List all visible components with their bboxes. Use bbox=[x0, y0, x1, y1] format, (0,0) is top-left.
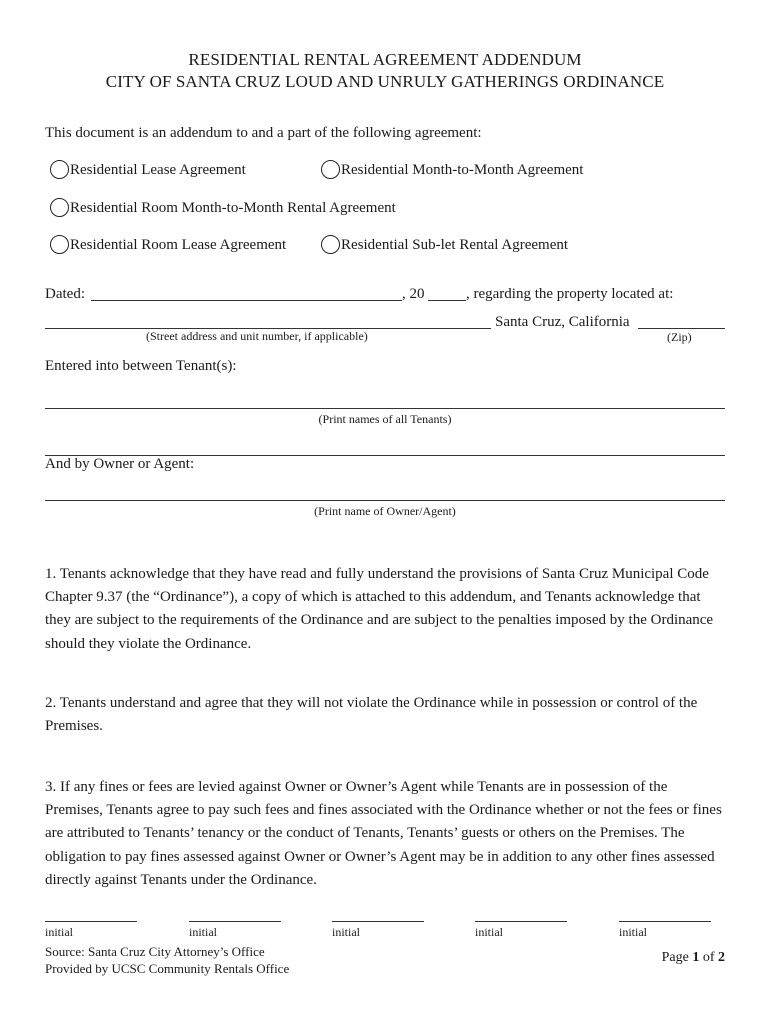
owner-caption: (Print name of Owner/Agent) bbox=[314, 504, 456, 518]
option-label: Residential Sub-let Rental Agreement bbox=[341, 237, 569, 253]
document-title-line2: CITY OF SANTA CRUZ LOUD AND UNRULY GATHERINGS ORDINANCE bbox=[105, 72, 665, 91]
page-current: 1 bbox=[692, 950, 700, 965]
initial-line[interactable] bbox=[619, 921, 711, 922]
paragraph-3: 3. If any fines or fees are levied against Owner or Owner’s Agent while Tenants are in possession of the Premises, Tenants agree to pay such fees and fines associated with the Ordinance whether or not the fees or fines are attributed to Tenants’ tenancy or the conduct of Tenants, Tenants’ guests or others on the Premises. The obligation to pay fines assessed against Owner or Owner’s Agent may be in addition to any other fines assessed directly against Tenants under the Ordinance. bbox=[45, 779, 722, 888]
footer-source: Source: Santa Cruz City Attorney’s Office bbox=[45, 944, 265, 959]
radio-button[interactable] bbox=[50, 235, 69, 254]
year-prefix: , 20 bbox=[402, 286, 425, 302]
option-label: Residential Month-to-Month Agreement bbox=[341, 162, 584, 178]
initial-field[interactable] bbox=[189, 918, 281, 940]
regarding-text: , regarding the property located at: bbox=[466, 286, 674, 302]
initial-label: initial bbox=[619, 925, 647, 939]
option-label: Residential Room Lease Agreement bbox=[70, 237, 287, 253]
owner-label: And by Owner or Agent: bbox=[45, 456, 195, 472]
option-residential-lease[interactable] bbox=[50, 160, 246, 179]
initial-label: initial bbox=[332, 925, 360, 939]
option-room-lease[interactable] bbox=[50, 235, 286, 254]
footer-provided: Provided by UCSC Community Rentals Office bbox=[45, 961, 290, 976]
option-residential-month-to-month[interactable] bbox=[321, 160, 583, 179]
city-text: Santa Cruz, California bbox=[495, 314, 630, 330]
initial-label: initial bbox=[189, 925, 217, 939]
street-caption: (Street address and unit number, if applicable) bbox=[146, 329, 368, 343]
tenants-caption: (Print names of all Tenants) bbox=[318, 412, 452, 426]
dated-label: Dated: bbox=[45, 286, 85, 302]
page-prefix: Page bbox=[661, 950, 693, 965]
radio-button[interactable] bbox=[321, 235, 340, 254]
page-number bbox=[662, 950, 725, 966]
page-total: 2 bbox=[718, 950, 725, 965]
option-room-month-to-month[interactable] bbox=[50, 198, 396, 217]
initial-field[interactable] bbox=[619, 918, 711, 940]
owner-name-line[interactable] bbox=[45, 500, 725, 501]
option-label: Residential Room Month-to-Month Rental Agreement bbox=[70, 200, 396, 216]
initial-field[interactable] bbox=[332, 918, 424, 940]
initial-line[interactable] bbox=[332, 921, 424, 922]
year-field-line[interactable] bbox=[428, 300, 466, 301]
zip-field-line[interactable] bbox=[638, 328, 725, 329]
page-of: of bbox=[699, 950, 718, 965]
document-title-line1: RESIDENTIAL RENTAL AGREEMENT ADDENDUM bbox=[188, 50, 582, 69]
initial-field[interactable] bbox=[45, 918, 137, 940]
initial-line[interactable] bbox=[475, 921, 567, 922]
radio-button[interactable] bbox=[50, 198, 69, 217]
initial-line[interactable] bbox=[189, 921, 281, 922]
paragraph-2: 2. Tenants understand and agree that they will not violate the Ordinance while in possession or control of the Premises. bbox=[45, 695, 698, 735]
date-field-line[interactable] bbox=[91, 300, 402, 301]
initial-label: initial bbox=[475, 925, 503, 939]
option-sub-let[interactable] bbox=[321, 235, 568, 254]
tenants-name-line[interactable] bbox=[45, 408, 725, 409]
tenants-label: Entered into between Tenant(s): bbox=[45, 358, 237, 374]
option-label: Residential Lease Agreement bbox=[70, 162, 246, 178]
initial-field[interactable] bbox=[475, 918, 567, 940]
initial-label: initial bbox=[45, 925, 73, 939]
intro-text: This document is an addendum to and a part of the following agreement: bbox=[45, 125, 482, 141]
paragraph-1: 1. Tenants acknowledge that they have read and fully understand the provisions of Santa Cruz Municipal Code Chapter 9.37 (the “Ordinance”), a copy of which is attached to this addendum, and Tenants acknowledge that they are subject to the requirements of the Ordinance and are subject to the penalties imposed by the Ordinance should they violate the Ordinance. bbox=[45, 566, 714, 652]
initial-line[interactable] bbox=[45, 921, 137, 922]
radio-button[interactable] bbox=[50, 160, 69, 179]
radio-button[interactable] bbox=[321, 160, 340, 179]
zip-caption: (Zip) bbox=[667, 330, 692, 344]
